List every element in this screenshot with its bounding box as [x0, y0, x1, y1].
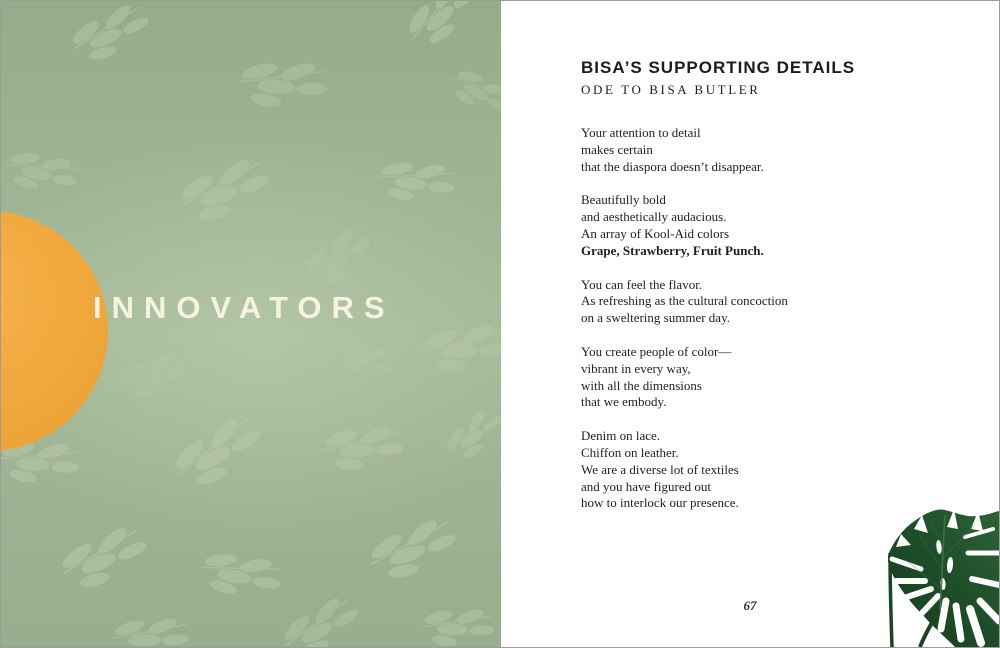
poem-stanza	[581, 277, 901, 327]
poem-line: and you have figured out	[581, 478, 711, 494]
poem-stanza	[581, 192, 901, 259]
poem-line: how to interlock our presence.	[581, 495, 739, 511]
monstera-leaf-icon	[859, 489, 999, 647]
poem-line: that the diaspora doesn’t disappear.	[581, 158, 764, 174]
poem-line: with all the dimensions	[581, 377, 702, 393]
poem-line: As refreshing as the cultural concoction	[581, 293, 788, 309]
poem-line: vibrant in every way,	[581, 360, 691, 376]
poem-stanza	[581, 125, 901, 175]
poem-line: Chiffon on leather.	[581, 444, 679, 460]
left-page	[1, 1, 501, 647]
poem-line: on a sweltering summer day.	[581, 310, 730, 326]
poem-subtitle: ODE TO BISA BUTLER	[581, 82, 761, 97]
poem-line: that we embody.	[581, 394, 667, 410]
poem-line: You can feel the flavor.	[581, 276, 703, 292]
poem-line: and aesthetically audacious.	[581, 209, 727, 225]
right-page	[501, 1, 999, 647]
section-title: INNOVATORS	[93, 290, 395, 325]
poem-line: Denim on lace.	[581, 428, 661, 444]
poem-line: We are a diverse lot of textiles	[581, 461, 739, 477]
poem-stanza	[581, 428, 901, 512]
poem-line: An array of Kool-Aid colors	[581, 225, 730, 241]
poem-stanza	[581, 344, 901, 411]
poem-line: Beautifully bold	[581, 192, 666, 208]
page-number: 67	[743, 598, 757, 613]
poem-body	[581, 125, 901, 529]
poem-line: Your attention to detail	[581, 125, 701, 140]
poem-line: You create people of color—	[581, 343, 732, 359]
poem-title: BISA’S SUPPORTING DETAILS	[581, 58, 856, 77]
poem-line-emphasis: Grape, Strawberry, Fruit Punch.	[581, 242, 764, 258]
poem-line: makes certain	[581, 141, 653, 157]
